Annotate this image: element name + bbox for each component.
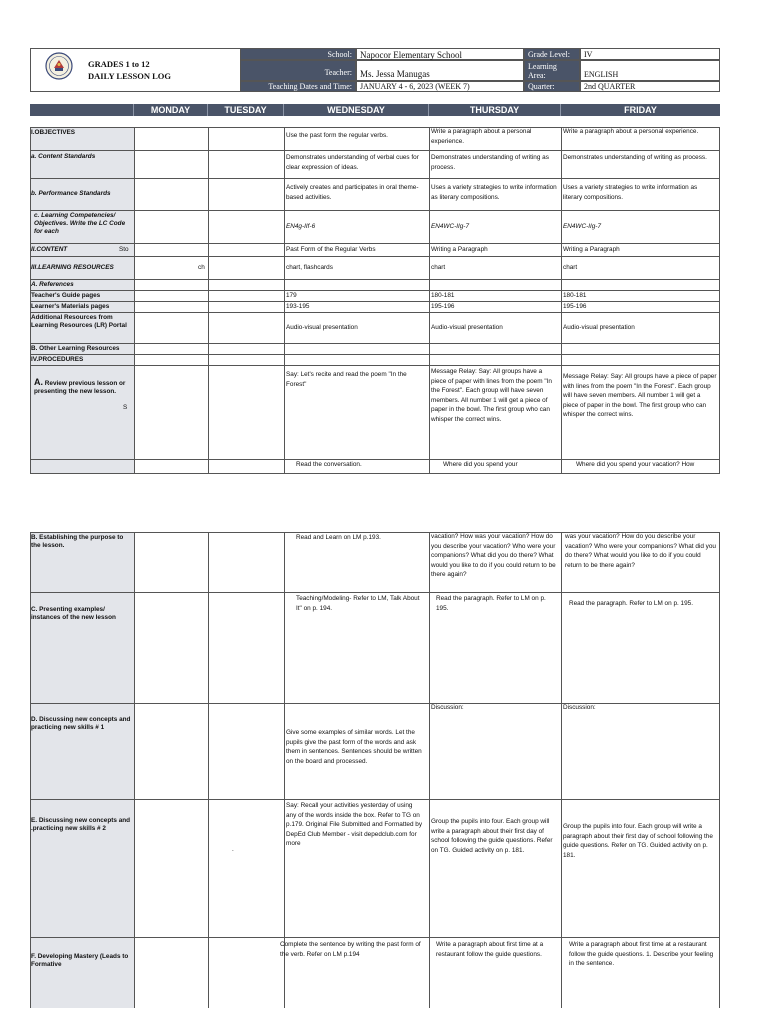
- title-line2: DAILY LESSON LOG: [88, 71, 171, 81]
- label-content-standards: a. Content Standards: [31, 153, 96, 160]
- wed-lm-pages: 193-195: [286, 303, 310, 310]
- col-line: [429, 532, 430, 1008]
- day-wednesday: WEDNESDAY: [284, 104, 429, 116]
- fri-examples: Read the paragraph. Refer to LM on p. 195.: [569, 600, 693, 607]
- grade-label: Grade Level:: [524, 48, 580, 60]
- thu-examples: Read the paragraph. Refer to LM on p. 195.: [436, 595, 546, 612]
- wed-resources: chart, flashcards: [286, 264, 333, 271]
- col-line: [134, 532, 135, 1008]
- monday-resources-fragment: ch: [198, 264, 205, 271]
- thu-discuss1: Discussion:: [431, 704, 464, 711]
- day-monday: MONDAY: [134, 104, 208, 116]
- day-friday: FRIDAY: [561, 104, 720, 116]
- thu-lm-pages: 195-196: [431, 303, 455, 310]
- label-mastery: F. Developing Mastery (Leads to Formative: [31, 953, 129, 968]
- thu-competency-code: EN4WC-IIg-7: [431, 223, 469, 230]
- label-additional-resources: Additional Resources from Learning Resources (LR) Portal: [31, 314, 127, 329]
- col-line: [719, 532, 720, 1008]
- label-performance-standards: b. Performance Standards: [31, 190, 111, 197]
- wed-mastery: Complete the sentence by writing the past form of the verb. Refer on LM p.194: [280, 941, 421, 958]
- thu-additional-resources: Audio-visual presentation: [431, 324, 503, 331]
- label-review: [34, 378, 132, 396]
- row-line: [30, 473, 720, 474]
- fri-lm-pages: 195-196: [563, 303, 587, 310]
- wed-competency-code: EN4g-IIf-6: [286, 223, 316, 230]
- fri-tg-pages: 180-181: [563, 292, 587, 299]
- label-discuss2: E. Discussing new concepts and .practicing new skills # 2: [31, 817, 131, 832]
- wed-objectives: Use the past form the regular verbs.: [286, 132, 388, 139]
- thu-tg-pages: 180-181: [431, 292, 455, 299]
- label-review-text: Review previous lesson or presenting the new lesson.: [34, 380, 126, 395]
- monday-review-fragment: S: [123, 404, 128, 411]
- thu-review-cont: Where did you spend your: [443, 461, 518, 468]
- fri-purpose: was your vacation? How do you describe your vacation? Who were your companions? What did you do there? What would you like to do if you could return to be there again?: [565, 533, 716, 569]
- wed-purpose: Read and Learn on LM p.193.: [296, 534, 381, 541]
- col-line: [30, 127, 31, 473]
- label-competencies: c. Learning Competencies/ Objectives. Write the LC Code for each: [34, 212, 126, 235]
- label-review-letter: A.: [34, 377, 43, 387]
- fri-mastery: Write a paragraph about first time at a restaurant follow the guide questions. 1. Describe your feeling in the sentence.: [569, 941, 714, 968]
- col-line: [284, 532, 285, 1008]
- label-lm-pages: Learner's Materials pages: [31, 303, 110, 310]
- day-bar-blank: [30, 104, 134, 116]
- col-line: [561, 127, 562, 473]
- school-value: Napocor Elementary School: [356, 48, 524, 60]
- fri-additional-resources: Audio-visual presentation: [563, 324, 635, 331]
- label-tg-pages: Teacher's Guide pages: [31, 292, 101, 299]
- area-value: ENGLISH: [580, 60, 720, 81]
- wed-review: Say: Let's recite and read the poem "In the Forest": [286, 371, 407, 388]
- area-label-line1: Learning: [528, 62, 557, 71]
- wed-review-cont: Read the conversation.: [296, 461, 362, 468]
- label-other-resources: B. Other Learning Resources: [31, 345, 120, 352]
- day-thursday: THURSDAY: [429, 104, 561, 116]
- title-line1: GRADES 1 to 12: [88, 59, 150, 69]
- area-label: [524, 60, 580, 81]
- fri-performance-standards: Uses a variety strategies to write information as literary compositions.: [563, 184, 698, 201]
- quarter-value: 2nd QUARTER: [580, 81, 720, 92]
- thu-content: Writing a Paragraph: [431, 246, 488, 253]
- thu-discuss2: Group the pupils into four. Each group will write a paragraph about their first day of school following the guide questions. Refer on TG. Guided activity on p. 181.: [431, 818, 553, 854]
- dates-label: Teaching Dates and Time:: [240, 81, 356, 92]
- wed-additional-resources: Audio-visual presentation: [286, 324, 358, 331]
- label-references: A. References: [31, 281, 74, 288]
- day-tuesday: TUESDAY: [208, 104, 284, 116]
- fri-competency-code: EN4WC-IIg-7: [563, 223, 601, 230]
- wed-tg-pages: 179: [286, 292, 297, 299]
- thu-review: Message Relay: Say: All groups have a piece of paper with lines from the poem "In the Forest". Each group will have seven members. All number 1 will get a piece of paper in the bowl. The first group who can whisper the correct wins.: [431, 368, 552, 423]
- wed-performance-standards: Actively creates and participates in oral theme-based activities.: [286, 184, 419, 201]
- col-line: [208, 127, 209, 473]
- thu-mastery: Write a paragraph about first time at a restaurant follow the guide questions.: [436, 941, 544, 958]
- label-content: II.CONTENT: [31, 246, 68, 253]
- wed-discuss2: Say: Recall your activities yesterday of using any of the words inside the box. Refer to TG on p.179. Original File Submitted and Formatted by DepEd Club Member - visit depedclub.com for more: [286, 802, 423, 848]
- thu-purpose: vacation? How was your vacation? How do you describe your vacation? Who were your companions? What did you do there? What would you like to do if you could return to be there again?: [431, 533, 556, 579]
- label-learning-resources: III.LEARNING RESOURCES: [31, 264, 114, 271]
- thu-content-standards: Demonstrates understanding of writing as process.: [431, 154, 549, 171]
- col-line: [429, 127, 430, 473]
- label-objectives: I.OBJECTIVES: [31, 129, 76, 136]
- monday-discuss2-fragment: .: [232, 846, 234, 853]
- label-discuss1: D. Discussing new concepts and practicing new skills # 1: [31, 716, 131, 731]
- fri-objectives: Write a paragraph about a personal experience.: [563, 128, 699, 135]
- col-line: [30, 532, 31, 1008]
- school-label: School:: [240, 48, 356, 60]
- fri-content-standards: Demonstrates understanding of writing as process.: [563, 154, 707, 161]
- fri-content: Writing a Paragraph: [563, 246, 620, 253]
- col-line: [719, 127, 720, 473]
- fri-review: Message Relay: Say: All groups have a piece of paper with lines from the poem "In the Forest". Each group will have seven members. All number 1 will get a piece of paper in the bowl. The first group who can whisper the correct wins.: [563, 373, 717, 419]
- teacher-label: Teacher:: [240, 60, 356, 81]
- grade-value: IV: [580, 48, 720, 60]
- thu-resources: chart: [431, 264, 446, 271]
- col-line: [208, 532, 209, 1008]
- wed-examples: Teaching/Modeling- Refer to LM, Talk About It" on p. 194.: [296, 595, 420, 612]
- label-examples: C. Presenting examples/ instances of the new lesson: [31, 606, 116, 621]
- dates-value: JANUARY 4 - 6, 2023 (WEEK 7): [356, 81, 524, 92]
- fri-resources: chart: [563, 264, 578, 271]
- quarter-label: Quarter:: [524, 81, 580, 92]
- col-line: [284, 127, 285, 473]
- area-label-line2: Area:: [528, 71, 546, 80]
- wed-discuss1: Give some examples of similar words. Let the pupils give the past form of the words and ask them in sentences. Sentences should be written on the board and processed.: [286, 729, 422, 765]
- teacher-value: Ms. Jessa Manugas: [356, 60, 524, 81]
- label-procedures: IV.PROCEDURES: [31, 356, 84, 363]
- fri-review-cont: Where did you spend your vacation? How: [576, 461, 695, 468]
- label-purpose: B. Establishing the purpose to the lesson.: [31, 534, 124, 549]
- fri-discuss2: Group the pupils into four. Each group will write a paragraph about their first day of school following the guide questions. Refer on TG. Guided activity on p. 181.: [563, 823, 713, 859]
- monday-content-fragment: Sto: [119, 246, 129, 253]
- deped-seal-icon: [45, 52, 73, 80]
- wed-content: Past Form of the Regular Verbs: [286, 246, 376, 253]
- col-line: [134, 127, 135, 473]
- fri-discuss1: Discussion:: [563, 704, 596, 711]
- thu-objectives: Write a paragraph about a personal experience.: [431, 128, 532, 145]
- thu-performance-standards: Uses a variety strategies to write information as literary compositions.: [431, 184, 557, 201]
- col-line: [561, 532, 562, 1008]
- wed-content-standards: Demonstrates understanding of verbal cues for clear expression of ideas.: [286, 154, 419, 171]
